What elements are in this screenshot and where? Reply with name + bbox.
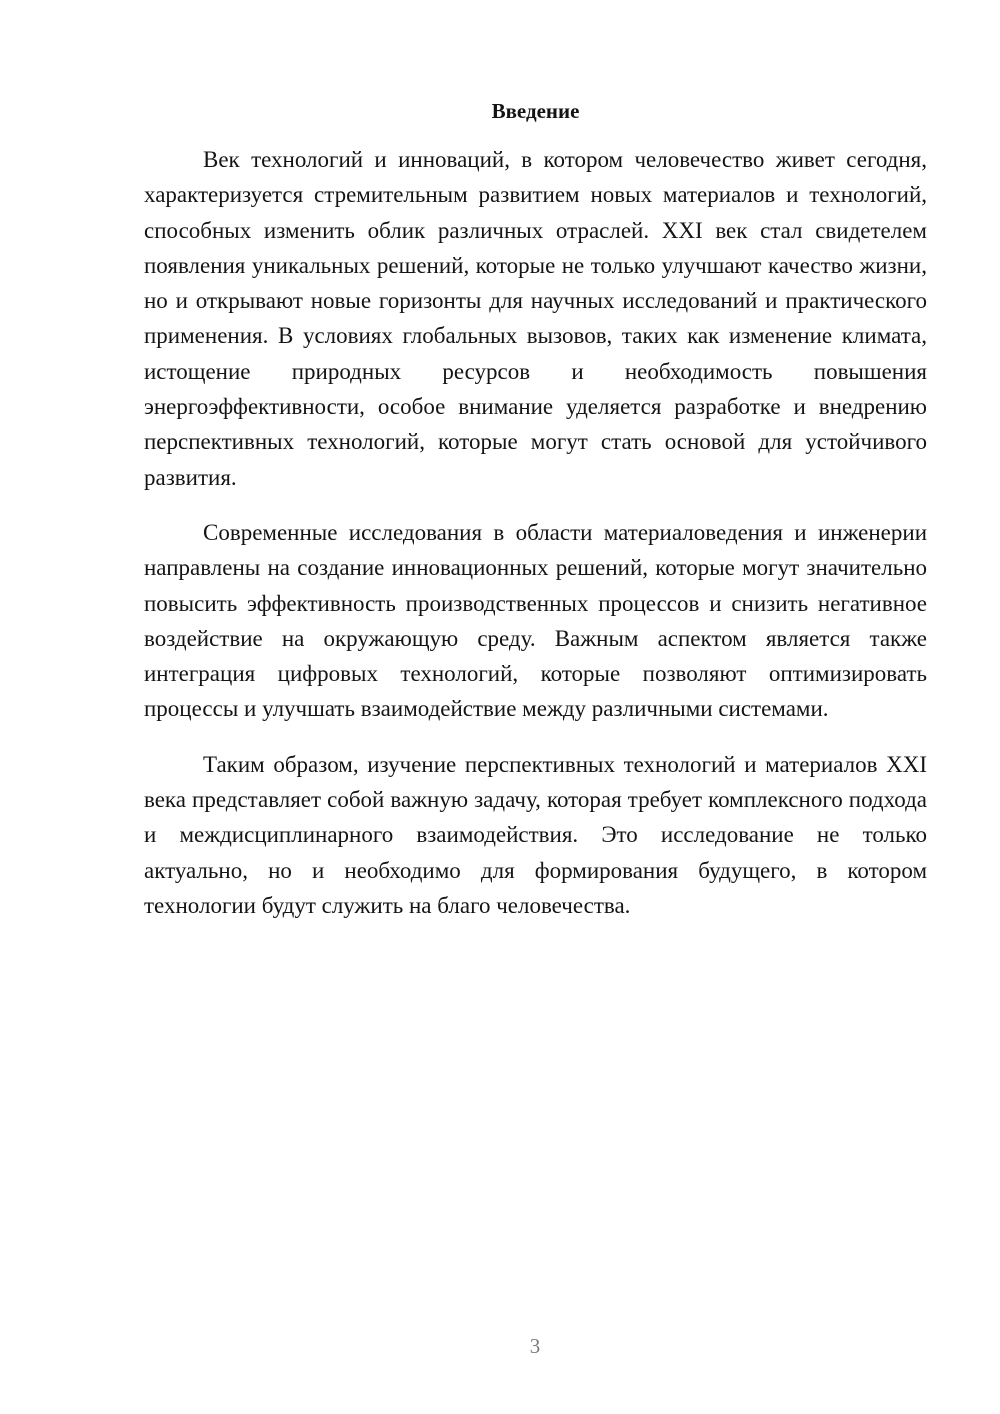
paragraph-3: Таким образом, изучение перспективных технологий и материалов XXI века представляет собой важную задачу, которая требует комплексного подхода и междисциплинарного взаимодействия. Это исследование не только актуально, но и необходимо для формирования будущего, в котором технологии будут служить на благо человечества. <box>144 751 927 918</box>
paragraph-2: Современные исследования в области материаловедения и инженерии направлены на создание инновационных решений, которые могут значительно повысить эффективность производственных процессов и снизить негативное воздействие на окружающую среду. Важным аспектом является также интеграция цифровых технологий, которые позволяют оптимизировать процессы и улучшать взаимодействие между различными системами. <box>144 519 927 722</box>
page-number: 3 <box>529 1334 541 1358</box>
paragraph-1: Век технологий и инноваций, в котором человечество живет сегодня, характеризуется стремительным развитием новых материалов и технологий, способных изменить облик различных отраслей. XXI век стал свидетелем появления уникальных решений, которые не только улучшают качество жизни, но и открывают новые горизонты для научных исследований и практического применения. В условиях глобальных вызовов, таких как изменение климата, истощение природных ресурсов и необходимость повышения энергоэффективности, особое внимание уделяется разработке и внедрению перспективных технологий, которые могут стать основой для устойчивого развития. <box>144 147 927 490</box>
body-text <box>144 142 927 943</box>
section-heading: Введение <box>491 99 580 123</box>
